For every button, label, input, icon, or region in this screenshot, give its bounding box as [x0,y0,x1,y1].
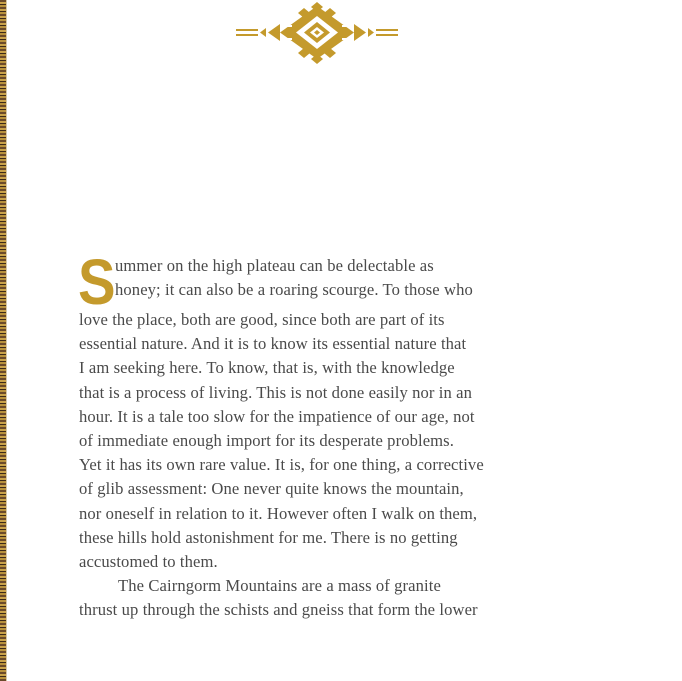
text-line: nor oneself in relation to it. However often I walk on them, [79,503,478,523]
text-line: The Cairngorm Mountains are a mass of granite [118,576,441,596]
text-line: love the place, both are good, since both are part of its [79,310,445,329]
text-line: ummer on the high plateau can be delectable as [115,256,434,275]
text-line: of immediate enough import for its desperate problems. [79,431,454,451]
text-line: Yet it has its own rare value. It is, for one thing, a corrective [79,455,484,475]
text-line: I am seeking here. To know, that is, with the knowledge [79,358,455,378]
drop-cap: S [78,246,116,318]
text-line: essential nature. And it is to know its essential nature that [79,334,467,354]
decorative-ornament-icon [234,2,400,64]
decorative-border-strip [0,0,6,681]
text-line: thrust up through the schists and gneiss that form the lower [79,600,478,620]
paragraph-1 [78,246,579,574]
text-line: of glib assessment: One never quite knows the mountain, [79,479,464,499]
body-text [78,246,579,623]
text-line: these hills hold astonishment for me. There is no getting [79,527,458,547]
text-line: accustomed to them. [79,552,218,572]
paragraph-2 [79,574,579,622]
text-line: that is a process of living. This is not done easily nor in an [79,382,473,402]
text-line: honey; it can also be a roaring scourge. To those who [115,280,473,300]
text-line: hour. It is a tale too slow for the impatience of our age, not [79,406,475,426]
